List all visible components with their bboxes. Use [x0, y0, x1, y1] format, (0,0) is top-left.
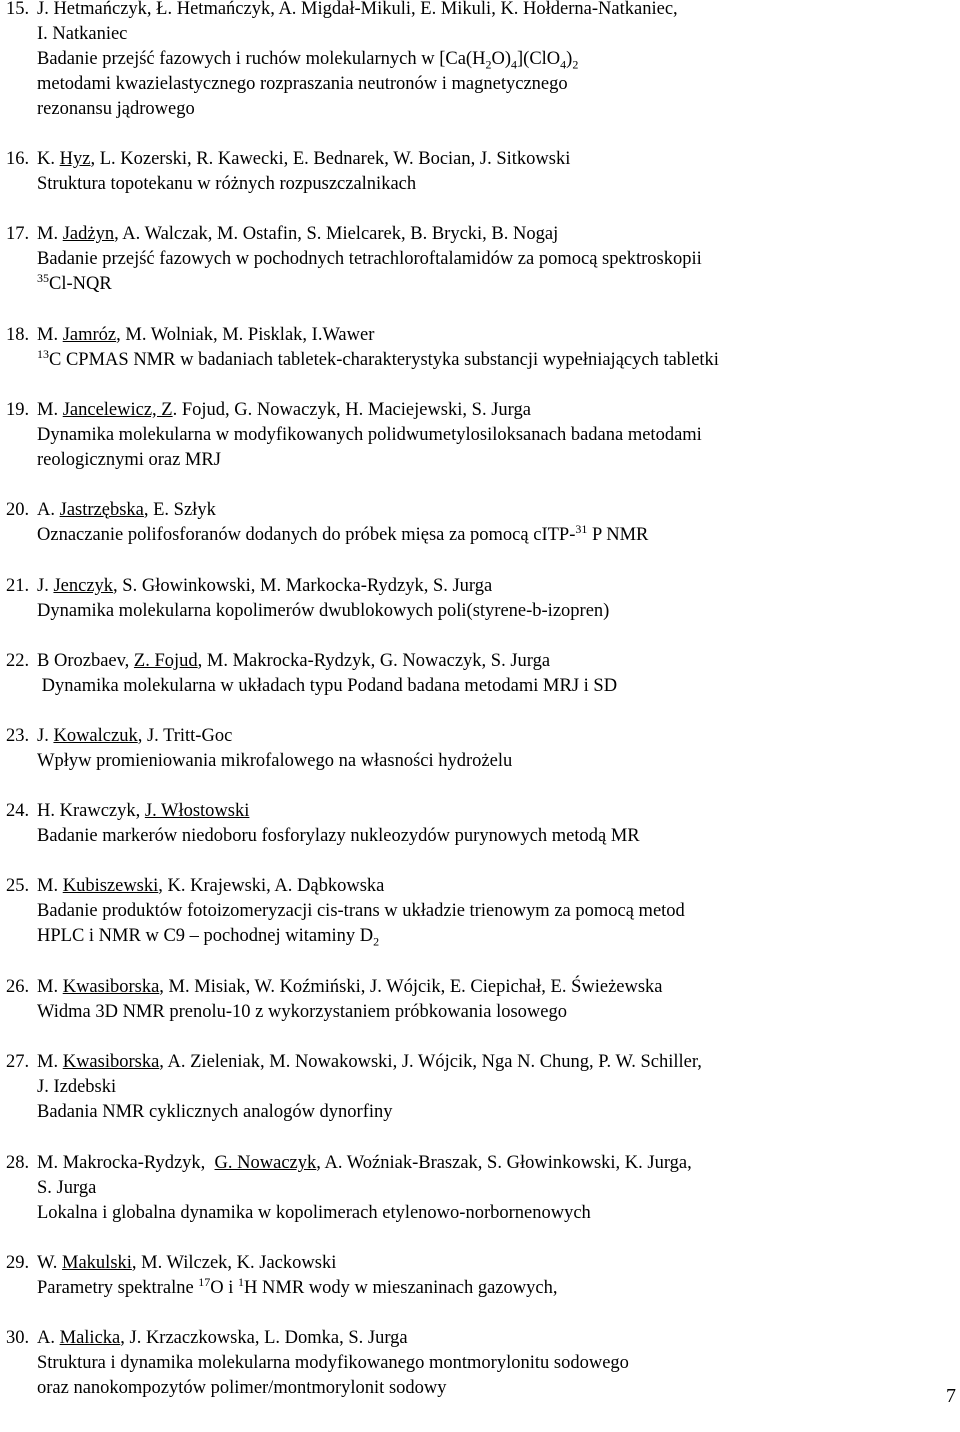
entry-15: [6, 0, 936, 122]
entry-title: Badanie przejść fazowych i ruchów molekularnych w $[Ca(H_2O)_4](ClO_4)_2$: [37, 49, 579, 72]
entry-authors: J. Kowalczuk, J. Tritt-Goc: [37, 726, 233, 746]
entry-title: Badanie przejść fazowych w pochodnych tetrachloroftalamidów za pomocą spektroskopii: [37, 249, 702, 269]
entry-authors: J. Hetmańczyk, Ł. Hetmańczyk, A. Migdał-Mikuli, E. Mikuli, K. Hołderna-Natkaniec,: [37, 0, 678, 19]
entry-authors: M. Jamróz, M. Wolniak, M. Pisklak, I.Wawer: [37, 325, 375, 345]
entry-28: [6, 1151, 936, 1226]
entry-23: [6, 724, 936, 774]
entry-22: [6, 649, 936, 699]
entry-title: Dynamika molekularna w modyfikowanych polidwumetylosiloksanach badana metodami: [37, 425, 702, 445]
entry-number: 24.: [6, 801, 30, 821]
entry-title: Oznaczanie polifosforanów dodanych do próbek mięsa za pomocą cITP-$^{31}$ P NMR: [37, 521, 649, 545]
entry-19: [6, 398, 936, 473]
entry-authors: M. Kwasiborska, M. Misiak, W. Koźmiński, J. Wójcik, E. Ciepichał, E. Świeżewska: [37, 977, 663, 997]
entry-number: 27.: [6, 1052, 30, 1072]
entry-27: [6, 1050, 936, 1125]
entry-24: [6, 799, 936, 849]
entry-number: 30.: [6, 1328, 30, 1348]
entry-title: Dynamika molekularna kopolimerów dwublokowych poli(styrene-b-izopren): [37, 601, 610, 621]
entry-authors-cont: S. Jurga: [37, 1178, 97, 1198]
entry-30: [6, 1326, 936, 1401]
entry-number: 25.: [6, 876, 30, 896]
entry-authors-cont: I. Natkaniec: [37, 24, 128, 44]
entry-number: 20.: [6, 500, 30, 520]
entry-authors: M. Kwasiborska, A. Zieleniak, M. Nowakowski, J. Wójcik, Nga N. Chung, P. W. Schiller,: [37, 1052, 702, 1072]
entry-title-cont: HPLC i NMR w C9 – pochodnej witaminy $D_2$: [37, 926, 380, 949]
entry-authors: A. Malicka, J. Krzaczkowska, L. Domka, S. Jurga: [37, 1328, 408, 1348]
entry-title: Dynamika molekularna w układach typu Podand badana metodami MRJ i SD: [37, 676, 618, 696]
entry-26: [6, 975, 936, 1025]
entry-title-cont: rezonansu jądrowego: [37, 99, 195, 119]
entry-authors: M. Jancelewicz, Z. Fojud, G. Nowaczyk, H. Maciejewski, S. Jurga: [37, 400, 531, 420]
entry-18: [6, 323, 936, 373]
entry-number: 18.: [6, 325, 30, 345]
entry-authors-cont: J. Izdebski: [37, 1077, 117, 1097]
page-number: 7: [946, 1385, 956, 1407]
entry-authors: M. Jadżyn, A. Walczak, M. Ostafin, S. Mielcarek, B. Brycki, B. Nogaj: [37, 224, 559, 244]
entry-title: Badanie markerów niedoboru fosforylazy nukleozydów purynowych metodą MR: [37, 826, 640, 846]
entry-title: $^{13}$C CPMAS NMR w badaniach tabletek-charakterystyka substancji wypełniających tabletki: [37, 346, 719, 370]
entry-number: 16.: [6, 149, 30, 169]
entry-authors: M. Makrocka-Rydzyk, G. Nowaczyk, A. Woźniak-Braszak, S. Głowinkowski, K. Jurga,: [37, 1153, 692, 1173]
entry-title: Struktura i dynamika molekularna modyfikowanego montmorylonitu sodowego: [37, 1353, 629, 1373]
entry-20: [6, 498, 936, 548]
entry-number: 26.: [6, 977, 30, 997]
entry-number: 15.: [6, 0, 30, 19]
entry-title: Widma 3D NMR prenolu-10 z wykorzystaniem próbkowania losowego: [37, 1002, 567, 1022]
entry-title-cont: oraz nanokompozytów polimer/montmorylonit sodowy: [37, 1378, 447, 1398]
entry-17: [6, 222, 936, 297]
entry-number: 28.: [6, 1153, 30, 1173]
entry-authors: M. Kubiszewski, K. Krajewski, A. Dąbkowska: [37, 876, 385, 896]
entry-title-cont: metodami kwazielastycznego rozpraszania neutronów i magnetycznego: [37, 74, 568, 94]
entry-number: 23.: [6, 726, 30, 746]
entry-number: 19.: [6, 400, 30, 420]
entry-16: [6, 147, 936, 197]
entry-25: [6, 874, 936, 949]
entry-title: Wpływ promieniowania mikrofalowego na własności hydrożelu: [37, 751, 513, 771]
entry-authors: J. Jenczyk, S. Głowinkowski, M. Markocka-Rydzyk, S. Jurga: [37, 576, 493, 596]
entry-authors: A. Jastrzębska, E. Szłyk: [37, 500, 216, 520]
entry-21: [6, 574, 936, 624]
entry-number: 17.: [6, 224, 30, 244]
entry-title-cont: $^{35}$Cl-NQR: [37, 270, 112, 294]
entry-number: 21.: [6, 576, 30, 596]
entry-authors: K. Hyz, L. Kozerski, R. Kawecki, E. Bednarek, W. Bocian, J. Sitkowski: [37, 149, 571, 169]
entry-title: Lokalna i globalna dynamika w kopolimerach etylenowo-norbornenowych: [37, 1203, 591, 1223]
entry-authors: H. Krawczyk, J. Włostowski: [37, 801, 250, 821]
entry-number: 29.: [6, 1253, 30, 1273]
entry-number: 22.: [6, 651, 30, 671]
entry-authors: B Orozbaev, Z. Fojud, M. Makrocka-Rydzyk, G. Nowaczyk, S. Jurga: [37, 651, 551, 671]
entry-title-cont: reologicznymi oraz MRJ: [37, 450, 221, 470]
entry-29: [6, 1251, 936, 1301]
entry-title: Struktura topotekanu w różnych rozpuszczalnikach: [37, 174, 417, 194]
entry-title: Badanie produktów fotoizomeryzacji cis-trans w układzie trienowym za pomocą metod: [37, 901, 685, 921]
entry-title: Parametry spektralne $^{17}$O i $^1$H NMR wody w mieszaninach gazowych,: [37, 1274, 558, 1298]
entry-authors: W. Makulski, M. Wilczek, K. Jackowski: [37, 1253, 337, 1273]
entry-title: Badania NMR cyklicznych analogów dynorfiny: [37, 1102, 393, 1122]
